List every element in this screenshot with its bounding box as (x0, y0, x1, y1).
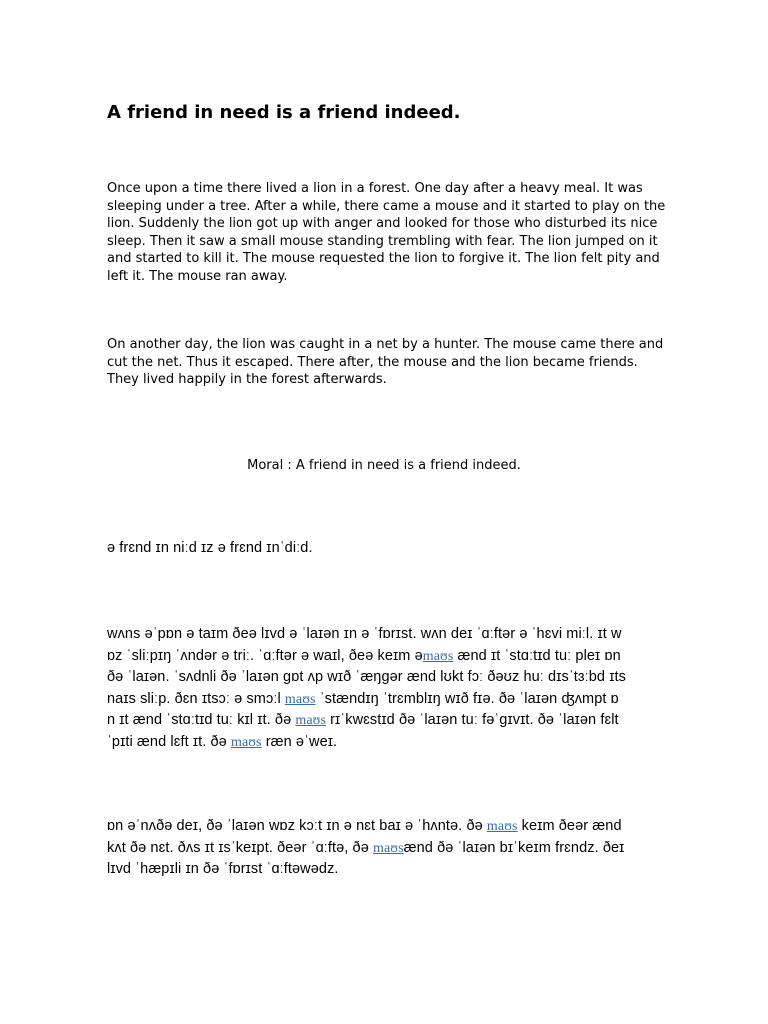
ipa-line (107, 689, 667, 711)
ipa-text: wʌns əˈpɒn ə taɪm ðeə lɪvd ə ˈlaɪən ɪn ə ˈfɒrɪst. wʌn deɪ ˈɑːftər ə ˈhɛvi miːl. ɪt w (107, 626, 622, 642)
word-link-mouse[interactable]: maʊs (230, 734, 262, 750)
ipa-text: naɪs sliːp. ðɛn ɪtsɔː ə smɔːl (107, 690, 285, 707)
ipa-paragraph-1 (107, 624, 667, 753)
word-link-mouse[interactable]: maʊs (373, 840, 404, 856)
ipa-text: lɪvd ˈhæpɪli ɪn ðə ˈfɒrɪst ˈɑːftəwədz. (107, 861, 339, 877)
ipa-text: ræn əˈweɪ. (261, 733, 338, 750)
ipa-line (107, 710, 667, 732)
ipa-text: ænd ðə ˈlaɪən bɪˈkeɪm frɛndz. ðeɪ (403, 839, 625, 856)
story-paragraph-2: On another day, the lion was caught in a net by a hunter. The mouse came there and cut the net. Thus it escaped. There after, the mouse and the lion became friends. They lived happily in the forest afterwards. (107, 337, 664, 387)
word-link-mouse[interactable]: maʊs (284, 691, 316, 707)
ipa-text: n ɪt ænd ˈstɑːtɪd tuː kɪl ɪt. ðə (107, 712, 296, 728)
document-title: A friend in need is a friend indeed. (107, 102, 461, 123)
ipa-text: ɒn əˈnʌðə deɪ, ðə ˈlaɪən wɒz kɔːt ɪn ə nɛt baɪ ə ˈhʌntə. ðə (107, 818, 487, 834)
word-link-mouse[interactable]: maʊs (422, 648, 454, 664)
ipa-paragraph-2 (107, 816, 667, 881)
ipa-text: keɪm ðeər ænd (517, 818, 622, 834)
ipa-text: rɪˈkwɛstɪd ðə ˈlaɪən tuː fəˈgɪvɪt. ðə ˈlaɪən fɛlt (326, 712, 619, 728)
ipa-title: ə frɛnd ɪn niːd ɪz ə frɛnd ɪnˈdiːd. (107, 540, 313, 556)
ipa-line (107, 646, 667, 668)
ipa-line (107, 667, 667, 689)
moral-line: Moral : A friend in need is a friend indeed. (247, 458, 521, 473)
word-link-mouse[interactable]: maʊs (486, 819, 518, 834)
ipa-text: ˈpɪti ænd lɛft ɪt. ðə (107, 733, 231, 750)
ipa-text: kʌt ðə nɛt. ðʌs ɪt ɪsˈkeɪpt. ðeər ˈɑːftə, ðə (107, 839, 373, 856)
story-paragraph-1: Once upon a time there lived a lion in a forest. One day after a heavy meal. It was sleeping under a tree. After a while, there came a mouse and it started to play on the lion. Suddenly the lion got up with anger and looked for those who disturbed its nice sleep. Then it saw a small mouse standing trembling with fear. The lion jumped on it and started to kill it. The mouse requested the lion to forgive it. The lion felt pity and left it. The mouse ran away. (107, 181, 666, 284)
ipa-line (107, 624, 667, 646)
ipa-line (107, 816, 667, 838)
ipa-text: ˈstændɪŋ ˈtrɛmblɪŋ wɪð fɪə. ðə ˈlaɪən ʤʌmpt ɒ (315, 690, 619, 707)
ipa-line (107, 838, 667, 860)
word-link-mouse[interactable]: maʊs (295, 713, 326, 728)
ipa-text: ðə ˈlaɪən. ˈsʌdnli ðə ˈlaɪən gɒt ʌp wɪð ˈæŋgər ænd lʊkt fɔː ðəʊz huː dɪsˈtɜːbd ɪts (107, 669, 626, 685)
ipa-line (107, 859, 667, 881)
ipa-text: ɒz ˈsliːpɪŋ ˈʌndər ə triː. ˈɑːftər ə waɪl, ðeə keɪm ə (107, 647, 423, 664)
ipa-line (107, 732, 667, 754)
ipa-text: ænd ɪt ˈstɑːtɪd tuː pleɪ ɒn (453, 647, 621, 664)
